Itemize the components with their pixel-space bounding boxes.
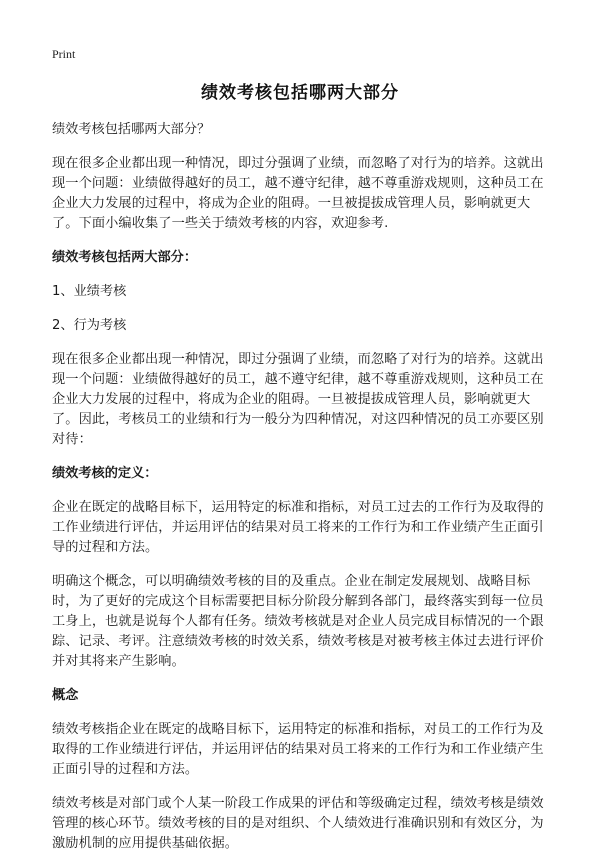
section-heading-definition: 绩效考核的定义： [52, 466, 158, 481]
section1-paragraph: 现在很多企业都出现一种情况，即过分强调了业绩，而忽略了对行为的培养。这就出现一个问题：业绩做得越好的员工，越不遵守纪律，越不尊重游戏规则，这种员工在企业大力发展的过程中，将成为企业的阻碍。一旦被提拔成管理人员，影响就更大了。因此，考核员工的业绩和行为一般分为四种情况，对这四种情况的员工亦要区别对待： [52, 352, 544, 447]
section-heading-concept: 概念 [52, 688, 79, 703]
definition-explanation-paragraph: 明确这个概念，可以明确绩效考核的目的及重点。企业在制定发展规划、战略目标时，为了更好的完成这个目标需要把目标分阶段分解到各部门，最终落实到每一位员工身上，也就是说每个人都有任务。绩效考核就是对企业人员完成目标情况的一个跟踪、记录、考评。注意绩效考核的时效关系，绩效考核是对被考核主体过去进行评价并对其将来产生影响。 [52, 574, 544, 669]
question-line: 绩效考核包括哪两大部分？ [52, 122, 211, 137]
print-link[interactable]: Print [52, 47, 76, 61]
list-item-behavior: 2、行为考核 [52, 318, 127, 333]
definition-paragraph: 企业在既定的战略目标下，运用特定的标准和指标，对员工过去的工作行为及取得的工作业绩进行评估，并运用评估的结果对员工将来的工作行为和工作业绩产生正面引导的过程和方法。 [52, 500, 544, 555]
list-item-performance: 1、业绩考核 [52, 284, 127, 299]
article-body [52, 120, 548, 868]
section-heading-two-parts: 绩效考核包括两大部分： [52, 250, 198, 265]
concept-paragraph-1: 绩效考核指企业在既定的战略目标下，运用特定的标准和指标，对员工的工作行为及取得的工作业绩进行评估，并运用评估的结果对员工将来的工作行为和工作业绩产生正面引导的过程和方法。 [52, 722, 544, 777]
intro-paragraph: 现在很多企业都出现一种情况，即过分强调了业绩，而忽略了对行为的培养。这就出现一个问题：业绩做得越好的员工，越不遵守纪律，越不尊重游戏规则，这种员工在企业大力发展的过程中，将成为企业的阻碍。一旦被提拔成管理人员，影响就更大了。下面小编收集了一些关于绩效考核的内容，欢迎参考. [52, 156, 544, 231]
page-title: 绩效考核包括哪两大部分 [201, 83, 399, 103]
concept-paragraph-2: 绩效考核是对部门或个人某一阶段工作成果的评估和等级确定过程，绩效考核是绩效管理的核心环节。绩效考核的目的是对组织、个人绩效进行准确识别和有效区分，为激励机制的应用提供基础依据。 [52, 796, 544, 851]
